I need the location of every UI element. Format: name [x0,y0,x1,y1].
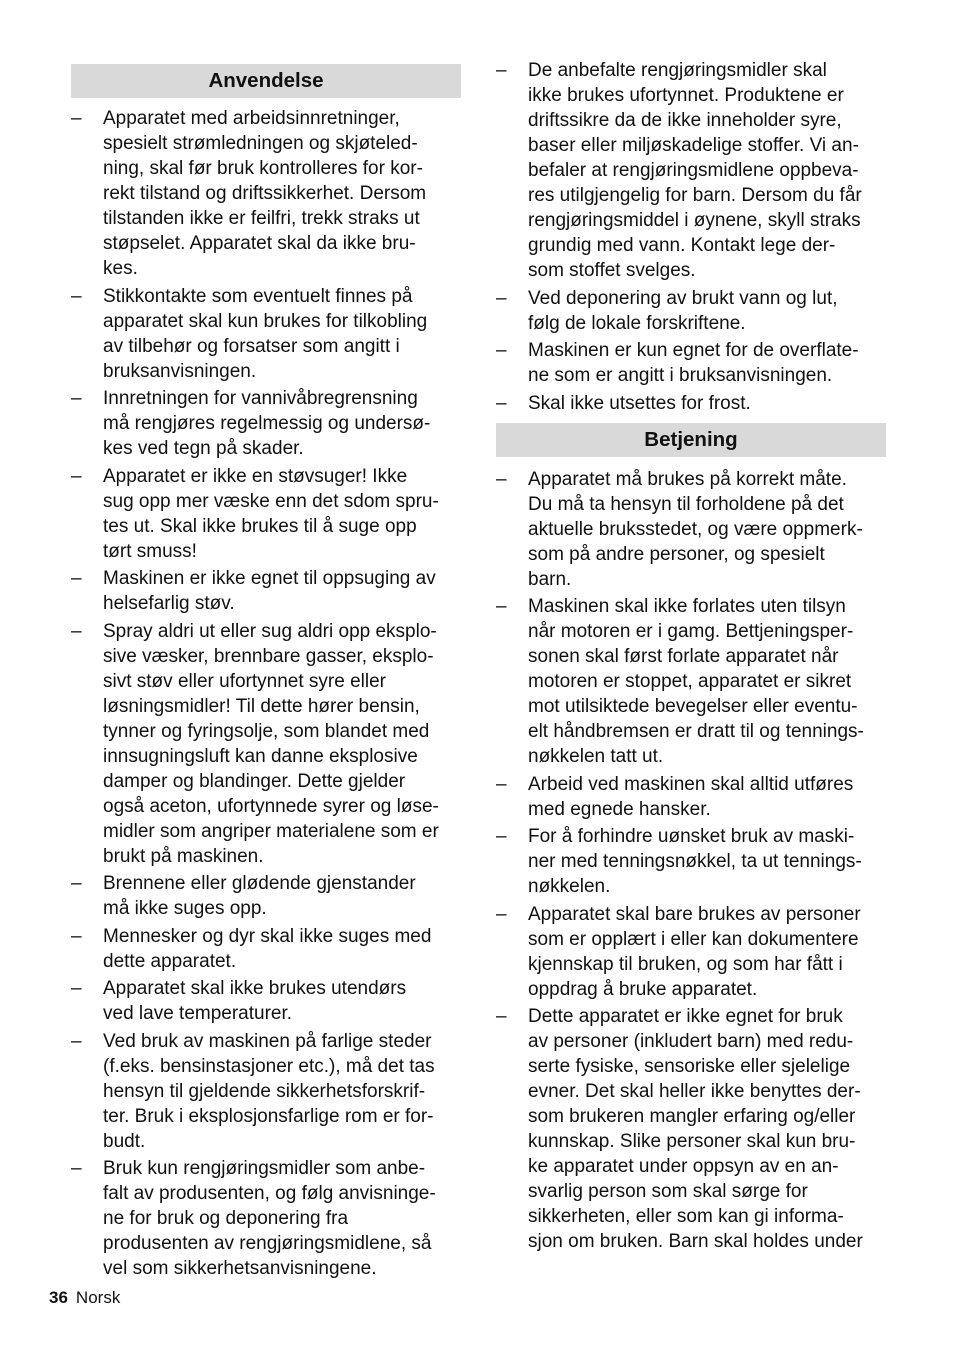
section-heading-betjening: Betjening [496,423,886,457]
bullet-dash: – [496,1006,507,1027]
list-item-text: Skal ikke utsettes for frost. [528,392,751,414]
list-item [496,467,886,592]
bullet-dash: – [71,925,82,947]
bullet-dash: – [496,287,507,309]
list-item [496,902,886,1002]
bullet-dash: – [496,468,507,490]
list-item [71,566,461,616]
list-item [71,464,461,564]
bullet-dash: – [496,60,507,81]
bullet-list [496,467,886,1255]
list-item [71,619,461,869]
list-item-text: Apparatet skal ikke brukes utendørs ved lave temperaturer. [103,978,407,1024]
bullet-dash: – [71,873,82,894]
bullet-dash: – [496,392,507,414]
list-item-text: Maskinen skal ikke forlates uten tilsyn når motoren er i gamg. Bettjeningsper- sonen skal først forlate apparatet når motoren er stoppet, apparatet er sikret mot utilsiktede bevegelser eller eventu- elt håndbremsen er dratt til og tennings- nøkkelen tatt ut. [528,596,864,767]
list-item [496,286,886,336]
bullet-dash: – [71,108,82,129]
list-item-text: Ved deponering av brukt vann og lut, følg de lokale forskriftene. [528,287,838,334]
bullet-dash: – [71,388,82,409]
bullet-dash: – [71,285,82,307]
list-item [496,391,886,416]
section-heading-anvendelse: Anvendelse [71,64,461,98]
list-item [71,284,461,384]
list-item [71,1156,461,1281]
bullet-dash: – [71,568,82,589]
list-item-text: Spray aldri ut eller sug aldri opp eksplo- sive væsker, brennbare gasser, eksplo- sivt støv eller ufortynnet syre eller løsningsmidler! Til dette hører bensin, tynner og fyringsolje, som blandet med innsugningsluft kan danne eksplosive damper og blandinger. Dette gjelder også aceton, ufortynnede syrer og løse- midler som angriper materialene som er brukt på maskinen. [103,620,439,867]
list-item-text: Ved bruk av maskinen på farlige steder (f.eks. bensinstasjoner etc.), må det tas hensyn til gjeldende sikkerhetsforskrif- ter. Bruk i eksplosjonsfarlige rom er for- budt. [103,1030,435,1152]
list-item-text: De anbefalte rengjøringsmidler skal ikke brukes ufortynnet. Produktene er driftssikre da de ikke inneholder syre, baser eller miljøskadelige stoffer. Vi an- befaler at rengjøringsmidlene oppbeva- res utilgjengelig for barn. Dersom du får rengjøringsmiddel i øynene, skyll straks grundig med vann. Kontakt lege der- som stoffet svelges. [528,60,862,281]
list-item [496,594,886,769]
list-item-text: Mennesker og dyr skal ikke suges med dette apparatet. [103,925,432,972]
bullet-dash: – [71,620,82,642]
list-item [496,1004,886,1254]
right-column [496,58,886,1257]
list-item-text: Maskinen er ikke egnet til oppsuging av helsefarlig støv. [103,568,436,614]
bullet-dash: – [496,903,507,925]
bullet-dash: – [496,826,507,847]
list-item-text: Maskinen er kun egnet for de overflate- ne som er angitt i bruksanvisningen. [528,340,859,386]
list-item-text: Arbeid ved maskinen skal alltid utføres med egnede hansker. [528,773,854,820]
bullet-dash: – [71,978,82,999]
bullet-dash: – [71,465,82,487]
list-item [71,976,461,1026]
list-item-text: Innretningen for vannivåbregrensning må rengjøres regelmessig og undersø- kes ved tegn på skader. [103,388,431,459]
list-item [496,338,886,388]
list-item [71,1029,461,1154]
bullet-dash: – [496,340,507,361]
bullet-dash: – [496,596,507,617]
list-item [71,106,461,281]
footer-language: Norsk [75,1288,121,1307]
list-item [71,924,461,974]
bullet-dash: – [496,773,507,795]
page-number: 36 [49,1288,68,1307]
list-item-text: Brennene eller glødende gjenstander må ikke suges opp. [103,873,416,919]
list-item-text: Apparatet er ikke en støvsuger! Ikke sug opp mer væske enn det sdom spru- tes ut. Skal ikke brukes til å suge opp tørt smuss! [103,465,439,562]
bullet-dash: – [71,1158,82,1179]
list-item-text: Apparatet må brukes på korrekt måte. Du må ta hensyn til forholdene på det aktuelle bruksstedet, og være oppmerk- som på andre personer, og spesielt barn. [528,468,863,590]
bullet-list [71,106,461,1281]
list-item-text: For å forhindre uønsket bruk av maski- ner med tenningsnøkkel, ta ut tennings- nøkkelen. [528,826,862,897]
left-column [71,58,461,1284]
list-item [496,772,886,822]
bullet-dash: – [71,1030,82,1052]
page-footer [49,1288,120,1308]
list-item [71,871,461,921]
bullet-list [496,58,886,416]
list-item-text: Dette apparatet er ikke egnet for bruk av personer (inkludert barn) med redu- serte fysiske, sensoriske eller sjelelige evner. Det skal heller ikke benyttes der- som brukeren mangler erfaring og/eller kunnskap. Slike personer skal kun bru- ke apparatet under oppsyn av en an- svarlig person som skal sørge for sikkerheten, eller som kan gi informa- sjon om bruken. Barn skal holdes under [528,1006,863,1252]
list-item-text: Apparatet med arbeidsinnretninger, spesielt strømledningen og skjøteled- ning, skal før bruk kontrolleres for kor- rekt tilstand og driftssikkerhet. Dersom tilstanden ikke er feilfri, trekk straks ut støpselet. Apparatet skal da ikke bru- kes. [103,108,427,279]
list-item [71,386,461,461]
list-item-text: Bruk kun rengjøringsmidler som anbe- falt av produsenten, og følg anvisninge- ne for bruk og deponering fra produsenten av rengjøringsmidlene, så vel som sikkerhetsanvisningene. [103,1158,436,1279]
list-item [496,58,886,283]
list-item-text: Stikkontakte som eventuelt finnes på apparatet skal kun brukes for tilkobling av tilbehør og forsatser som angitt i bruksanvisningen. [103,285,428,382]
list-item [496,824,886,899]
list-item-text: Apparatet skal bare brukes av personer som er opplært i eller kan dokumentere kjennskap til bruken, og som har fått i oppdrag å bruke apparatet. [528,903,861,1000]
